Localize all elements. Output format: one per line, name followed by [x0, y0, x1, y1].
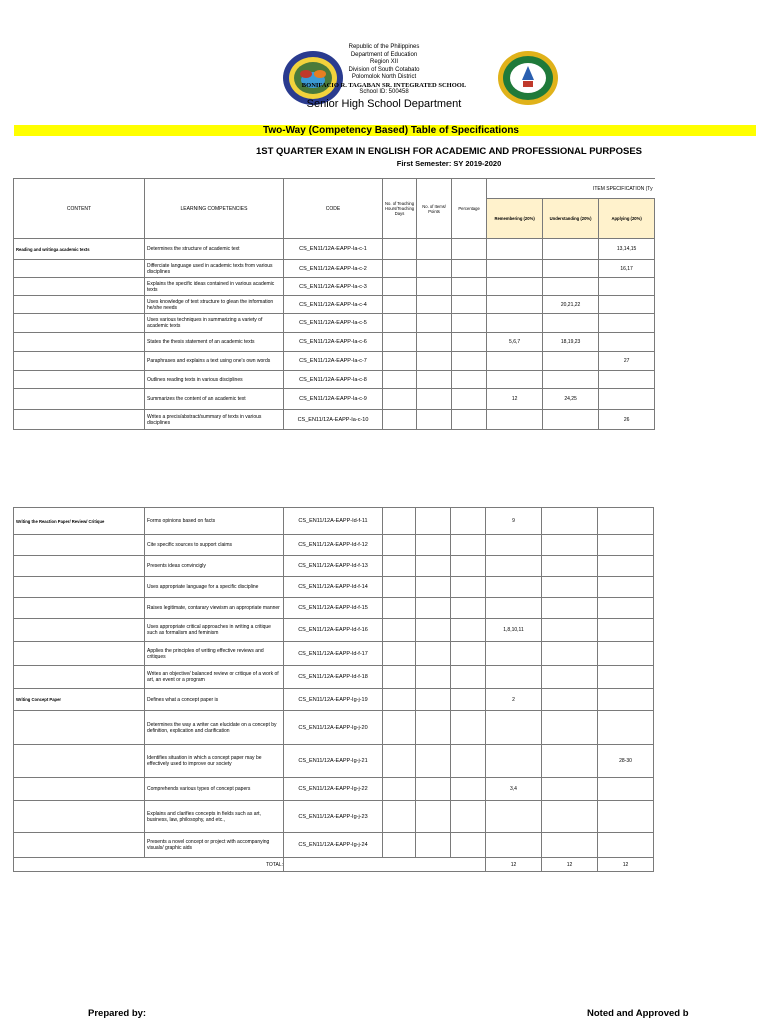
content-cell	[14, 535, 145, 556]
items-cell	[416, 778, 451, 801]
code-cell: CS_EN11/12A-EAPP-Ia-c-1	[284, 239, 383, 260]
understanding-cell	[542, 778, 598, 801]
tos-table-part2	[13, 507, 654, 872]
total-applying: 12	[598, 858, 654, 872]
applying-cell	[598, 833, 654, 858]
title-banner	[14, 125, 756, 136]
table-row	[14, 296, 655, 314]
hours-cell	[383, 389, 417, 410]
competency-cell: Uses various techniques in summarizing a variety of academic texts	[145, 314, 284, 333]
remembering-cell	[486, 745, 542, 778]
competency-cell: Explains and clarifies concepts in fields such as art, business, law, philosophy, and etc.,	[145, 801, 284, 833]
hours-cell	[383, 711, 416, 745]
remembering-cell	[487, 314, 543, 333]
applying-cell	[598, 577, 654, 598]
content-cell: Reading and writinga academic texts	[14, 239, 145, 260]
code-cell: CS_EN11/12A-EAPP-Ig-j-22	[284, 778, 383, 801]
code-cell: CS_EN11/12A-EAPP-Id-f-13	[284, 556, 383, 577]
remembering-cell	[487, 296, 543, 314]
remembering-cell	[486, 577, 542, 598]
table-row	[14, 711, 654, 745]
code-cell: CS_EN11/12A-EAPP-Ia-c-9	[284, 389, 383, 410]
competency-cell: Presents ideas convincigly	[145, 556, 284, 577]
code-cell: CS_EN11/12A-EAPP-Ig-j-20	[284, 711, 383, 745]
school-name: BONIFACIO R. TAGABAN SR. INTEGRATED SCHOOL	[301, 81, 467, 89]
competency-cell: Determines the way a writer can elucidate on a concept by definition, explication and clarification	[145, 711, 284, 745]
code-cell: CS_EN11/12A-EAPP-Ig-j-23	[284, 801, 383, 833]
competency-cell: Identifies situation in which a concept paper may be effectively used to improve our society	[145, 745, 284, 778]
noted-by-label: Noted and Approved b	[587, 1008, 689, 1019]
competency-cell: Explains the specific ideas contained in various academic texts	[145, 278, 284, 296]
table-row	[14, 535, 654, 556]
content-cell	[14, 577, 145, 598]
total-row	[14, 858, 654, 872]
items-cell	[417, 296, 452, 314]
hours-cell	[383, 833, 416, 858]
table-row	[14, 642, 654, 666]
items-cell	[417, 410, 452, 430]
competency-cell: Writes a precis/abstract/summary of texts in various disciplines	[145, 410, 284, 430]
applying-cell	[598, 556, 654, 577]
semester-label: First Semester: SY 2019-2020	[396, 159, 502, 168]
items-cell	[416, 666, 451, 689]
code-cell: CS_EN11/12A-EAPP-Ig-j-19	[284, 689, 383, 711]
applying-cell	[599, 278, 655, 296]
percentage-cell	[451, 556, 486, 577]
hours-cell	[383, 333, 417, 352]
competency-cell: Cite specific sources to support claims	[145, 535, 284, 556]
header-line: Department of Education	[350, 51, 418, 58]
remembering-cell	[487, 410, 543, 430]
hours-cell	[383, 410, 417, 430]
total-remembering: 12	[486, 858, 542, 872]
percentage-cell	[451, 598, 486, 619]
items-cell	[416, 745, 451, 778]
header-line: Division of South Cotabato	[348, 66, 420, 73]
remembering-cell	[486, 642, 542, 666]
hours-cell	[383, 239, 417, 260]
tos-table-part1	[13, 178, 655, 430]
items-cell	[416, 833, 451, 858]
items-cell	[417, 278, 452, 296]
table-row	[14, 410, 655, 430]
competency-cell: Defines what a concept paper is	[145, 689, 284, 711]
competency-cell: Summarizes the content of an academic text	[145, 389, 284, 410]
content-cell	[14, 711, 145, 745]
percentage-cell	[451, 642, 486, 666]
content-cell	[14, 642, 145, 666]
header-competencies: LEARNING COMPETENCIES	[145, 179, 284, 239]
understanding-cell	[543, 314, 599, 333]
content-cell	[14, 778, 145, 801]
hours-cell	[383, 642, 416, 666]
school-header	[0, 44, 768, 111]
code-cell: CS_EN11/12A-EAPP-Ia-c-6	[284, 333, 383, 352]
hours-cell	[383, 556, 416, 577]
percentage-cell	[452, 239, 487, 260]
hours-cell	[383, 745, 416, 778]
total-label: TOTAL:	[14, 858, 284, 872]
code-cell: CS_EN11/12A-EAPP-Ig-j-24	[284, 833, 383, 858]
remembering-cell	[486, 556, 542, 577]
applying-cell	[599, 371, 655, 389]
remembering-cell: 2	[486, 689, 542, 711]
hours-cell	[383, 598, 416, 619]
percentage-cell	[452, 333, 487, 352]
competency-cell: Uses appropriate language for a specific discipline	[145, 577, 284, 598]
code-cell: CS_EN11/12A-EAPP-Id-f-16	[284, 619, 383, 642]
header-remembering: Remembering (20%)	[487, 199, 543, 239]
table-row	[14, 389, 655, 410]
items-cell	[416, 711, 451, 745]
remembering-cell	[487, 352, 543, 371]
items-cell	[417, 352, 452, 371]
competency-cell: Forms opinions based on facts	[145, 508, 284, 535]
content-cell	[14, 619, 145, 642]
percentage-cell	[451, 801, 486, 833]
table-row	[14, 239, 655, 260]
understanding-cell	[542, 666, 598, 689]
table-row	[14, 314, 655, 333]
hours-cell	[383, 577, 416, 598]
total-blank	[284, 858, 486, 872]
competency-cell: Comprehends various types of concept papers	[145, 778, 284, 801]
percentage-cell	[451, 619, 486, 642]
table-row	[14, 666, 654, 689]
school-id: School ID: 500458	[359, 89, 409, 95]
items-cell	[416, 577, 451, 598]
items-cell	[416, 619, 451, 642]
applying-cell	[599, 333, 655, 352]
code-cell: CS_EN11/12A-EAPP-Ia-c-8	[284, 371, 383, 389]
percentage-cell	[452, 296, 487, 314]
items-cell	[416, 689, 451, 711]
applying-cell: 26	[599, 410, 655, 430]
content-cell	[14, 598, 145, 619]
percentage-cell	[452, 278, 487, 296]
table-row	[14, 577, 654, 598]
content-cell	[14, 333, 145, 352]
applying-cell	[598, 535, 654, 556]
applying-cell: 13,14,15	[599, 239, 655, 260]
remembering-cell: 5,6,7	[487, 333, 543, 352]
hours-cell	[383, 278, 417, 296]
table-row	[14, 619, 654, 642]
items-cell	[416, 508, 451, 535]
understanding-cell	[543, 371, 599, 389]
hours-cell	[383, 508, 416, 535]
items-cell	[416, 535, 451, 556]
items-cell	[417, 239, 452, 260]
understanding-cell	[543, 260, 599, 278]
items-cell	[417, 333, 452, 352]
content-cell	[14, 666, 145, 689]
items-cell	[416, 598, 451, 619]
remembering-cell	[486, 535, 542, 556]
code-cell: CS_EN11/12A-EAPP-Id-f-14	[284, 577, 383, 598]
applying-cell	[598, 689, 654, 711]
applying-cell	[598, 598, 654, 619]
hours-cell	[383, 778, 416, 801]
understanding-cell	[542, 642, 598, 666]
understanding-cell: 24,25	[543, 389, 599, 410]
percentage-cell	[452, 314, 487, 333]
remembering-cell: 12	[487, 389, 543, 410]
code-cell: CS_EN11/12A-EAPP-Id-f-12	[284, 535, 383, 556]
percentage-cell	[451, 577, 486, 598]
understanding-cell	[542, 801, 598, 833]
content-cell	[14, 410, 145, 430]
header-code: CODE	[284, 179, 383, 239]
hours-cell	[383, 666, 416, 689]
header-line: Region XII	[369, 59, 399, 65]
header-understanding: Understanding (20%)	[543, 199, 599, 239]
percentage-cell	[451, 833, 486, 858]
competency-cell: Applies the principles of writing effective reviews and critiques	[145, 642, 284, 666]
hours-cell	[383, 296, 417, 314]
applying-cell	[598, 666, 654, 689]
total-understanding: 12	[542, 858, 598, 872]
applying-cell	[599, 296, 655, 314]
percentage-cell	[452, 352, 487, 371]
hours-cell	[383, 801, 416, 833]
table-row	[14, 260, 655, 278]
content-cell	[14, 801, 145, 833]
header-items: No. of Items/ Points	[417, 179, 452, 239]
header-content: CONTENT	[14, 179, 145, 239]
code-cell: CS_EN11/12A-EAPP-Ia-c-7	[284, 352, 383, 371]
applying-cell	[598, 711, 654, 745]
remembering-cell	[487, 260, 543, 278]
table-row	[14, 556, 654, 577]
content-cell	[14, 833, 145, 858]
content-cell	[14, 296, 145, 314]
header-item-spec: ITEM SPECIFICATION (Ty	[487, 179, 655, 199]
table-row	[14, 745, 654, 778]
code-cell: CS_EN11/12A-EAPP-Ia-c-10	[284, 410, 383, 430]
understanding-cell	[542, 745, 598, 778]
applying-cell	[598, 508, 654, 535]
content-cell	[14, 314, 145, 333]
items-cell	[416, 642, 451, 666]
applying-cell	[598, 801, 654, 833]
understanding-cell	[542, 833, 598, 858]
content-cell	[14, 389, 145, 410]
competency-cell: Writes an objective/ balanced review or critique of a work of art, an event or a program	[145, 666, 284, 689]
content-cell: Writing Concept Paper	[14, 689, 145, 711]
understanding-cell: 20,21,22	[543, 296, 599, 314]
header-line: Polomolok North District	[351, 74, 417, 80]
competency-cell: Determines the structure of academic text	[145, 239, 284, 260]
percentage-cell	[452, 389, 487, 410]
table-row	[14, 278, 655, 296]
items-cell	[417, 389, 452, 410]
content-cell	[14, 371, 145, 389]
understanding-cell	[542, 711, 598, 745]
prepared-by-label: Prepared by:	[88, 1008, 147, 1019]
competency-cell: Raises legitimate, contarary viewism an appropriate manner	[145, 598, 284, 619]
percentage-cell	[451, 535, 486, 556]
applying-cell: 16,17	[599, 260, 655, 278]
understanding-cell	[543, 278, 599, 296]
hours-cell	[383, 689, 416, 711]
table-row	[14, 778, 654, 801]
hours-cell	[383, 535, 416, 556]
understanding-cell	[542, 689, 598, 711]
competency-cell: Paraphrases and explains a text using one's own words	[145, 352, 284, 371]
competency-cell: Presents a novel concept or project with accompanying visuals/ graphic aids	[145, 833, 284, 858]
applying-cell: 27	[599, 352, 655, 371]
remembering-cell	[487, 239, 543, 260]
content-cell	[14, 556, 145, 577]
applying-cell	[599, 389, 655, 410]
percentage-cell	[451, 778, 486, 801]
table-row	[14, 833, 654, 858]
competency-cell: Uses knowledge of text structure to glean the information he/she needs	[145, 296, 284, 314]
applying-cell	[598, 642, 654, 666]
applying-cell: 28-30	[598, 745, 654, 778]
percentage-cell	[452, 410, 487, 430]
understanding-cell: 18,19,23	[543, 333, 599, 352]
header-applying: Applying (20%)	[599, 199, 655, 239]
banner-title: Two-Way (Competency Based) Table of Specifications	[263, 125, 519, 136]
code-cell: CS_EN11/12A-EAPP-Ia-c-2	[284, 260, 383, 278]
header-percentage: Percentage	[452, 179, 487, 239]
remembering-cell	[487, 278, 543, 296]
department-title: Senior High School Department	[306, 97, 462, 110]
percentage-cell	[451, 711, 486, 745]
understanding-cell	[542, 577, 598, 598]
understanding-cell	[543, 410, 599, 430]
applying-cell	[599, 314, 655, 333]
code-cell: CS_EN11/12A-EAPP-Id-f-15	[284, 598, 383, 619]
competency-cell: Uses appropriate critical approaches in writing a critique such as formalism and feminism	[145, 619, 284, 642]
items-cell	[416, 556, 451, 577]
applying-cell	[598, 778, 654, 801]
understanding-cell	[542, 508, 598, 535]
hours-cell	[383, 371, 417, 389]
hours-cell	[383, 314, 417, 333]
percentage-cell	[452, 260, 487, 278]
understanding-cell	[543, 352, 599, 371]
remembering-cell	[486, 666, 542, 689]
items-cell	[416, 801, 451, 833]
exam-title: 1ST QUARTER EXAM IN ENGLISH FOR ACADEMIC AND PROFESSIONAL PURPOSES	[255, 146, 643, 157]
remembering-cell: 3,4	[486, 778, 542, 801]
table-row	[14, 371, 655, 389]
understanding-cell	[543, 239, 599, 260]
code-cell: CS_EN11/12A-EAPP-Id-f-17	[284, 642, 383, 666]
remembering-cell: 1,8,10,11	[486, 619, 542, 642]
code-cell: CS_EN11/12A-EAPP-Ig-j-21	[284, 745, 383, 778]
content-cell	[14, 278, 145, 296]
remembering-cell	[487, 371, 543, 389]
code-cell: CS_EN11/12A-EAPP-Id-f-11	[284, 508, 383, 535]
table-row	[14, 801, 654, 833]
understanding-cell	[542, 535, 598, 556]
competency-cell: States the thesis statement of an academic texts	[145, 333, 284, 352]
table-row	[14, 689, 654, 711]
competency-cell: Outlines reading texts in various disciplines	[145, 371, 284, 389]
header-hours: No. of Teaching Hours/Teaching Days	[383, 179, 417, 239]
competency-cell: Differciate language used in academic texts from various disciplines	[145, 260, 284, 278]
understanding-cell	[542, 556, 598, 577]
percentage-cell	[451, 508, 486, 535]
items-cell	[417, 314, 452, 333]
hours-cell	[383, 619, 416, 642]
content-cell	[14, 260, 145, 278]
items-cell	[417, 260, 452, 278]
table-row	[14, 333, 655, 352]
table-row	[14, 352, 655, 371]
remembering-cell: 9	[486, 508, 542, 535]
understanding-cell	[542, 619, 598, 642]
percentage-cell	[452, 371, 487, 389]
table-row	[14, 598, 654, 619]
remembering-cell	[486, 598, 542, 619]
content-cell: Writing the Reaction Paper/ Review/ Critique	[14, 508, 145, 535]
code-cell: CS_EN11/12A-EAPP-Id-f-18	[284, 666, 383, 689]
code-cell: CS_EN11/12A-EAPP-Ia-c-4	[284, 296, 383, 314]
hours-cell	[383, 260, 417, 278]
content-cell	[14, 745, 145, 778]
hours-cell	[383, 352, 417, 371]
percentage-cell	[451, 745, 486, 778]
code-cell: CS_EN11/12A-EAPP-Ia-c-3	[284, 278, 383, 296]
applying-cell	[598, 619, 654, 642]
items-cell	[417, 371, 452, 389]
percentage-cell	[451, 689, 486, 711]
table-row	[14, 508, 654, 535]
remembering-cell	[486, 801, 542, 833]
understanding-cell	[542, 598, 598, 619]
content-cell	[14, 352, 145, 371]
remembering-cell	[486, 711, 542, 745]
percentage-cell	[451, 666, 486, 689]
code-cell: CS_EN11/12A-EAPP-Ia-c-5	[284, 314, 383, 333]
header-line: Republic of the Philippines	[348, 44, 420, 50]
remembering-cell	[486, 833, 542, 858]
